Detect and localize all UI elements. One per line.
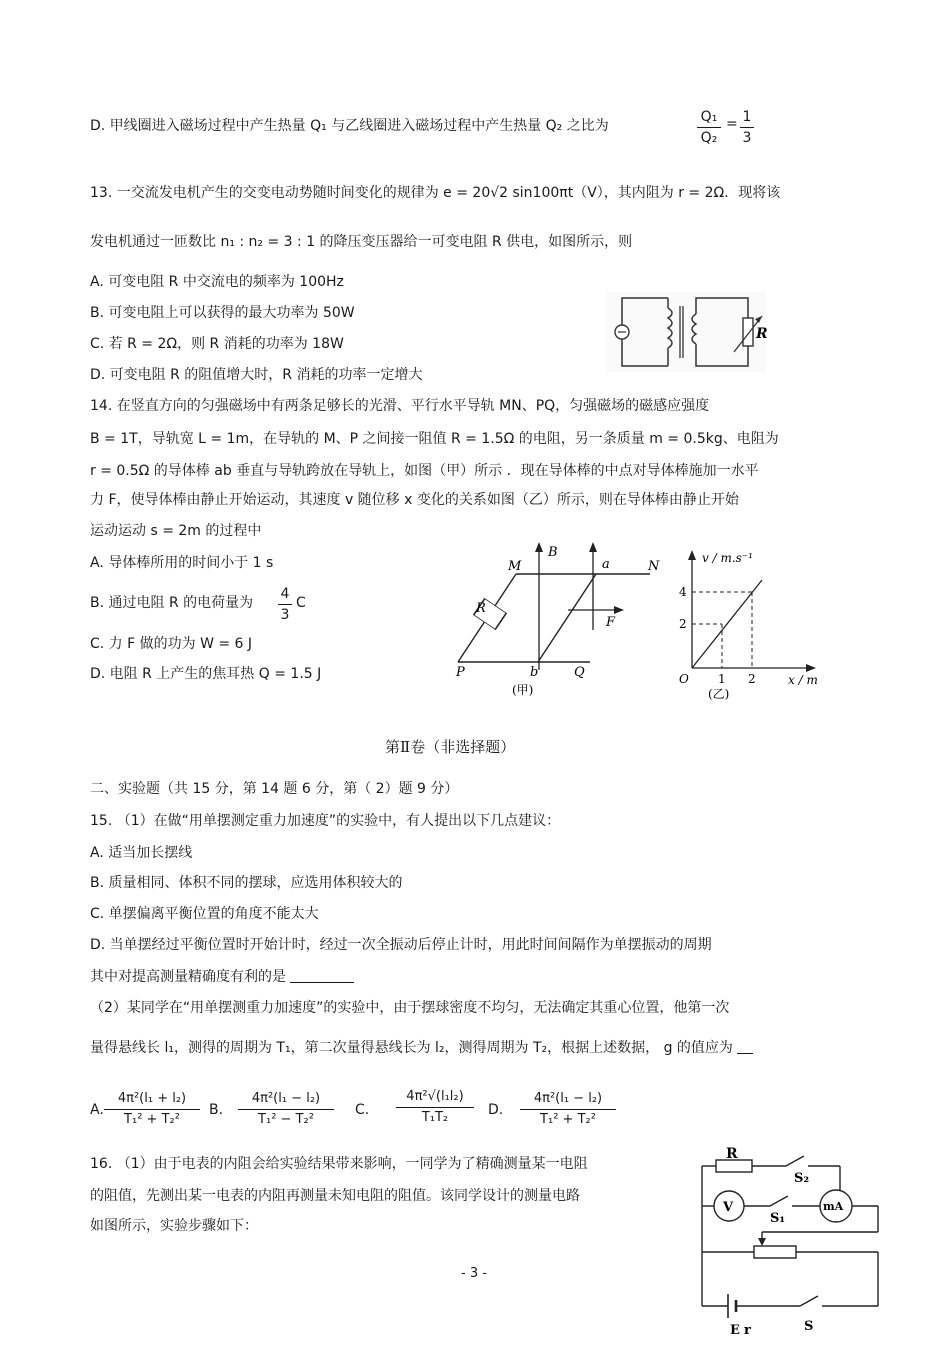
- q16-stem-line3: 如图所示，实验步骤如下：: [90, 1218, 258, 1234]
- q14-stem-line2: B = 1T，导轨宽 L = 1m，在导轨的 M、P 之间接一阻值 R = 1.5Ω 的电阻，另一条质量 m = 0.5kg、电阻为: [90, 431, 779, 447]
- q14-b-num: 4: [280, 586, 290, 602]
- q16-fig-label-r-internal: r: [744, 1323, 751, 1338]
- q15-question: [90, 967, 354, 987]
- q14-option-b-fraction: [278, 585, 292, 624]
- q15-choice-a-formula: [104, 1090, 200, 1129]
- q14-graph-xtick-2: 2: [748, 672, 756, 686]
- q12-frac-num: Q₁: [700, 109, 718, 125]
- q14-graph-ylabel: v / m.s⁻¹: [702, 551, 753, 565]
- q15-choice-b-den: T₁² − T₂²: [258, 1112, 314, 1127]
- q16-fig-label-s: S: [804, 1319, 814, 1334]
- q14-stem-line3: r = 0.5Ω 的导体棒 ab 垂直与导轨跨放在导轨上，如图（甲）所示 ．现在导体棒的中点对导体棒施加一水平: [90, 463, 759, 479]
- q14-b-den: 3: [280, 607, 290, 623]
- q14-fig-label-p: P: [456, 665, 465, 680]
- q15-choice-c-num: 4π²√(l₁l₂): [406, 1089, 464, 1104]
- section-title: 第Ⅱ卷（非选择题）: [385, 738, 516, 756]
- q15-choice-d-num: 4π²(l₁ − l₂): [533, 1091, 603, 1106]
- q13-option-c: C. 若 R = 2Ω，则 R 消耗的功率为 18W: [90, 336, 344, 352]
- q14-graph-origin: O: [679, 672, 689, 686]
- q14-fig-label-resistor: R: [476, 601, 486, 616]
- q15-choice-b-label: B.: [209, 1102, 224, 1118]
- q15-choice-b-formula: [238, 1090, 334, 1129]
- q14-graph-ytick-2: 2: [679, 617, 687, 631]
- q15-choice-d-den: T₁² + T₂²: [540, 1112, 596, 1127]
- q15-choice-c-label: C.: [355, 1102, 370, 1118]
- q15-part2-line2: [90, 1038, 753, 1058]
- q15-answer-blank[interactable]: [290, 982, 354, 983]
- q14-fig-label-q: Q: [574, 665, 585, 680]
- q16-fig-label-s2: S₂: [794, 1171, 810, 1186]
- q12-val-num: 1: [742, 109, 752, 125]
- q15-choice-b-num: 4π²(l₁ − l₂): [251, 1091, 321, 1106]
- q12-frac-den: Q₂: [700, 130, 718, 146]
- q15-choice-c-formula: [396, 1088, 474, 1127]
- q14-fig-label-b: b: [530, 665, 539, 680]
- q14-graph-xtick-1: 1: [718, 672, 726, 686]
- q15-option-d: D. 当单摆经过平衡位置时开始计时，经过一次全振动后停止计时，用此时间间隔作为单摆振动的周期: [90, 937, 712, 953]
- q16-fig-label-e: E: [730, 1323, 740, 1338]
- q13-option-b: B. 可变电阻上可以获得的最大功率为 50W: [90, 305, 355, 321]
- q14-fig-caption-jia: (甲): [512, 683, 534, 697]
- q15-choice-a-num: 4π²(l₁ + l₂): [117, 1091, 187, 1106]
- q15-option-a: A. 适当加长摆线: [90, 845, 193, 861]
- q14-option-b: B. 通过电阻 R 的电荷量为: [90, 595, 254, 611]
- q15-part2-answer-blank[interactable]: [737, 1053, 753, 1054]
- q13-option-d: D. 可变电阻 R 的阻值增大时，R 消耗的功率一定增大: [90, 367, 423, 383]
- q14-graph-xlabel: x / m: [788, 673, 818, 687]
- q16-fig-label-s1: S₁: [770, 1211, 786, 1226]
- q12-val-den: 3: [742, 130, 752, 146]
- q14-fig-label-m: M: [508, 559, 522, 574]
- q13-transformer-diagram: [606, 292, 766, 372]
- q14-rail-diagram: [450, 540, 672, 700]
- page-number: - 3 -: [461, 1266, 487, 1281]
- q15-choice-d-formula: [520, 1090, 616, 1129]
- q14-fig-label-n: N: [648, 559, 660, 574]
- q16-stem-line2: 的阻值，先测出某一电表的内阻再测量未知电阻的阻值。该同学设计的测量电路: [90, 1188, 580, 1204]
- q12-ratio-fraction: [697, 108, 721, 147]
- q15-option-b: B. 质量相同、体积不同的摆球，应选用体积较大的: [90, 875, 403, 891]
- q14-v-x-graph: [676, 548, 826, 700]
- q14-stem-line5: 运动运动 s = 2m 的过程中: [90, 523, 262, 539]
- q15-option-c: C. 单摆偏离平衡位置的角度不能太大: [90, 906, 319, 922]
- q14-stem-line4: 力 F，使导体棒由静止开始运动，其速度 v 随位移 x 变化的关系如图（乙）所示，则在导体棒由静止开始: [90, 492, 739, 508]
- q15-choice-d-label: D.: [488, 1102, 504, 1118]
- q13-stem-line2: 发电机通过一匝数比 n₁ : n₂ = 3 : 1 的降压变压器给一可变电阻 R 供电，如图所示，则: [90, 234, 633, 250]
- q16-circuit-diagram: [690, 1140, 890, 1340]
- q16-stem-line1: 16. （1）由于电表的内阻会给实验结果带来影响，一同学为了精确测量某一电阻: [90, 1156, 588, 1172]
- q16-fig-label-r: R: [726, 1146, 738, 1162]
- q15-choice-c-den: T₁T₂: [421, 1110, 449, 1125]
- q15-question-text: 其中对提高测量精确度有利的是: [90, 969, 286, 985]
- q15-choice-a-label: A.: [90, 1102, 104, 1118]
- q14-graph-ytick-4: 4: [679, 585, 687, 599]
- q15-choice-a-den: T₁² + T₂²: [124, 1112, 180, 1127]
- q14-option-b-unit: C: [296, 595, 306, 611]
- q15-part2-line1: （2）某同学在“用单摆测重力加速度”的实验中，由于摆球密度不均匀，无法确定其重心位置，他第一次: [90, 1000, 730, 1016]
- q16-fig-label-v: V: [723, 1200, 734, 1215]
- q14-option-d: D. 电阻 R 上产生的焦耳热 Q = 1.5 J: [90, 666, 322, 682]
- q16-fig-label-ma: mA: [823, 1200, 844, 1213]
- q13-option-a: A. 可变电阻 R 中交流电的频率为 100Hz: [90, 274, 344, 290]
- q14-option-c: C. 力 F 做的功为 W = 6 J: [90, 636, 253, 652]
- q12-option-d: D. 甲线圈进入磁场过程中产生热量 Q₁ 与乙线圈进入磁场过程中产生热量 Q₂ 之比为: [90, 118, 609, 134]
- q12-value-fraction: [740, 108, 754, 147]
- q14-option-a: A. 导体棒所用的时间小于 1 s: [90, 555, 274, 571]
- q14-fig-label-field: B: [548, 545, 558, 560]
- q13-stem-line1: 13. 一交流发电机产生的交变电动势随时间变化的规律为 e = 20√2 sin100πt（V），其内阻为 r = 2Ω．现将该: [90, 185, 781, 201]
- q12-eq: =: [726, 116, 738, 132]
- q14-fig-label-a: a: [602, 557, 610, 572]
- q14-stem-line1: 14. 在竖直方向的匀强磁场中有两条足够长的光滑、平行水平导轨 MN、PQ，匀强磁场的磁感应强度: [90, 398, 710, 414]
- q15-part2-line2-text: 量得悬线长 l₁，测得的周期为 T₁，第二次量得悬线长为 l₂，测得周期为 T₂，根据上述数据， g 的值应为: [90, 1040, 733, 1056]
- q13-fig-label-r: R: [756, 326, 768, 342]
- q14-fig-caption-yi: (乙): [708, 687, 730, 701]
- q15-intro: 15. （1）在做“用单摆测定重力加速度”的实验中，有人提出以下几点建议：: [90, 813, 561, 829]
- experiment-header: 二、实验题（共 15 分，第 14 题 6 分，第（ 2）题 9 分）: [90, 781, 459, 797]
- q14-fig-label-force: F: [606, 615, 616, 630]
